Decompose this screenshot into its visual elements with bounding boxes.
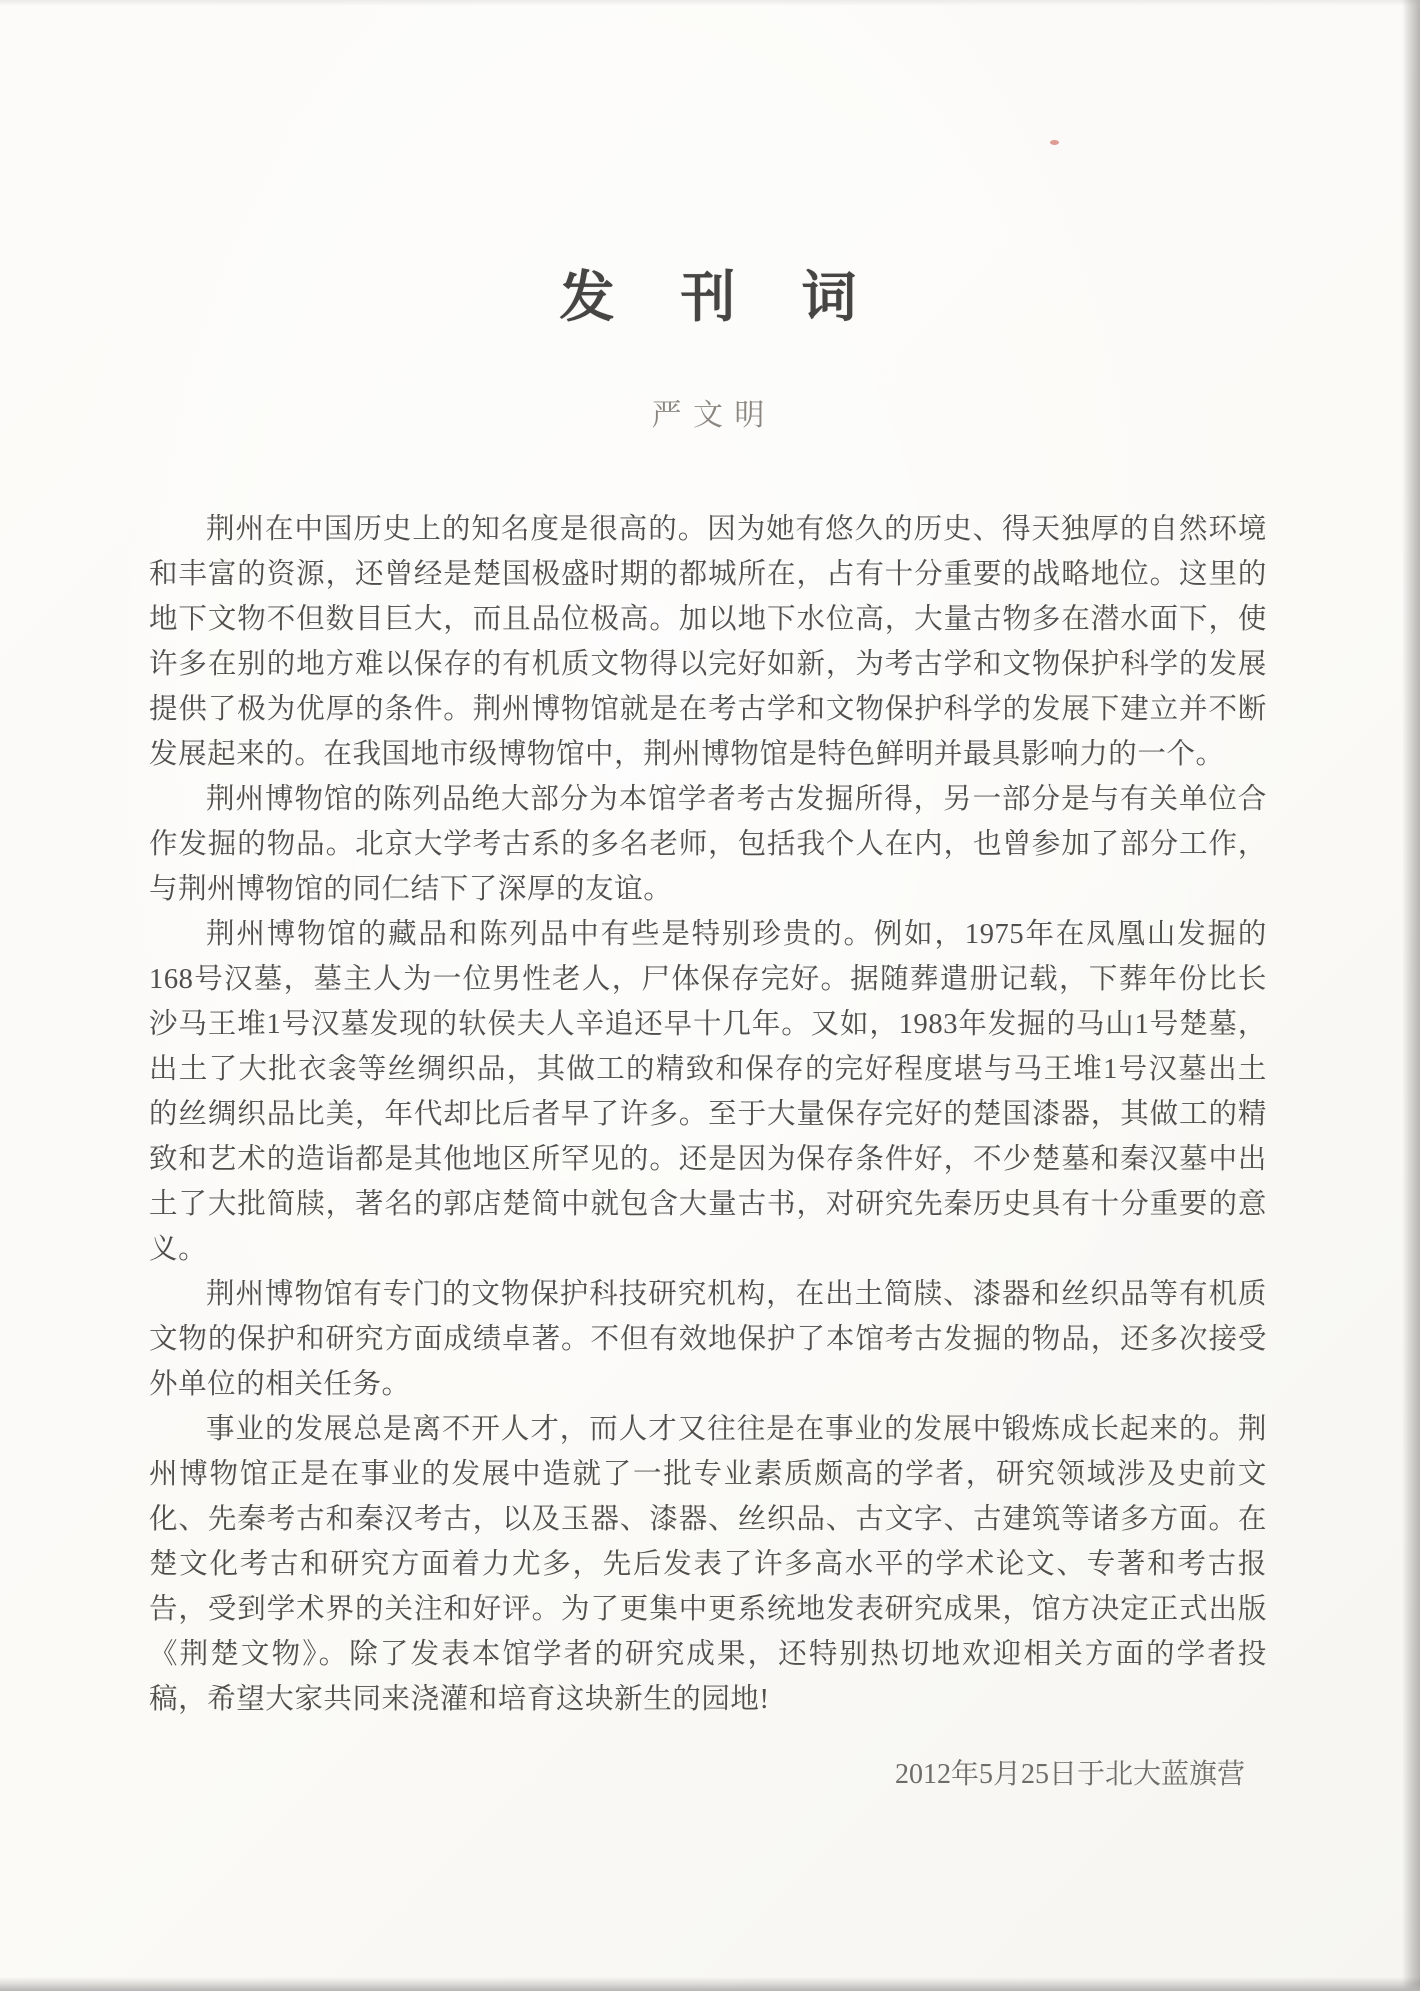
paragraph: 荆州博物馆有专门的文物保护科技研究机构，在出土简牍、漆器和丝织品等有机质文物的保护和研究方面成绩卓著。不但有效地保护了本馆考古发掘的物品，还多次接受外单位的相关任务。 [149, 1279, 1267, 1400]
dateline: 2012年5月25日于北大蓝旗营 [894, 1759, 1245, 1790]
document-title: 发刊词 [559, 267, 923, 328]
scan-edge-bottom [0, 1977, 1420, 1991]
page-content [149, 0, 1267, 1797]
document-body [149, 507, 1267, 1722]
scan-edge-right [1402, 0, 1420, 1991]
scan-edge-top [0, 0, 1420, 6]
author-name: 严文明 [651, 399, 776, 432]
paragraph: 荆州博物馆的藏品和陈列品中有些是特别珍贵的。例如，1975年在凤凰山发掘的168号汉墓，墓主人为一位男性老人，尸体保存完好。据随葬遣册记载，下葬年份比长沙马王堆1号汉墓发现的轪侯夫人辛追还早十几年。又如，1983年发掘的马山1号楚墓，出土了大批衣衾等丝绸织品，其做工的精致和保存的完好程度堪与马王堆1号汉墓出土的丝绸织品比美，年代却比后者早了许多。至于大量保存完好的楚国漆器，其做工的精致和艺术的造诣都是其他地区所罕见的。还是因为保存条件好，不少楚墓和秦汉墓中出土了大批简牍，著名的郭店楚简中就包含大量古书，对研究先秦历史具有十分重要的意义。 [149, 919, 1267, 1265]
scan-ink-speck [1050, 140, 1059, 145]
paragraph: 荆州在中国历史上的知名度是很高的。因为她有悠久的历史、得天独厚的自然环境和丰富的资源，还曾经是楚国极盛时期的都城所在，占有十分重要的战略地位。这里的地下文物不但数目巨大，而且品位极高。加以地下水位高，大量古物多在潜水面下，使许多在别的地方难以保存的有机质文物得以完好如新，为考古学和文物保护科学的发展提供了极为优厚的条件。荆州博物馆就是在考古学和文物保护科学的发展下建立并不断发展起来的。在我国地市级博物馆中，荆州博物馆是特色鲜明并最具影响力的一个。 [149, 514, 1267, 770]
paragraph: 事业的发展总是离不开人才，而人才又往往是在事业的发展中锻炼成长起来的。荆州博物馆正是在事业的发展中造就了一批专业素质颇高的学者，研究领域涉及史前文化、先秦考古和秦汉考古，以及玉器、漆器、丝织品、古文字、古建筑等诸多方面。在楚文化考古和研究方面着力尤多，先后发表了许多高水平的学术论文、专著和考古报告，受到学术界的关注和好评。为了更集中更系统地发表研究成果，馆方决定正式出版《荆楚文物》。除了发表本馆学者的研究成果，还特别热切地欢迎相关方面的学者投稿，希望大家共同来浇灌和培育这块新生的园地! [149, 1414, 1267, 1715]
paragraph: 荆州博物馆的陈列品绝大部分为本馆学者考古发掘所得，另一部分是与有关单位合作发掘的物品。北京大学考古系的多名老师，包括我个人在内，也曾参加了部分工作，与荆州博物馆的同仁结下了深厚的友谊。 [149, 784, 1267, 905]
